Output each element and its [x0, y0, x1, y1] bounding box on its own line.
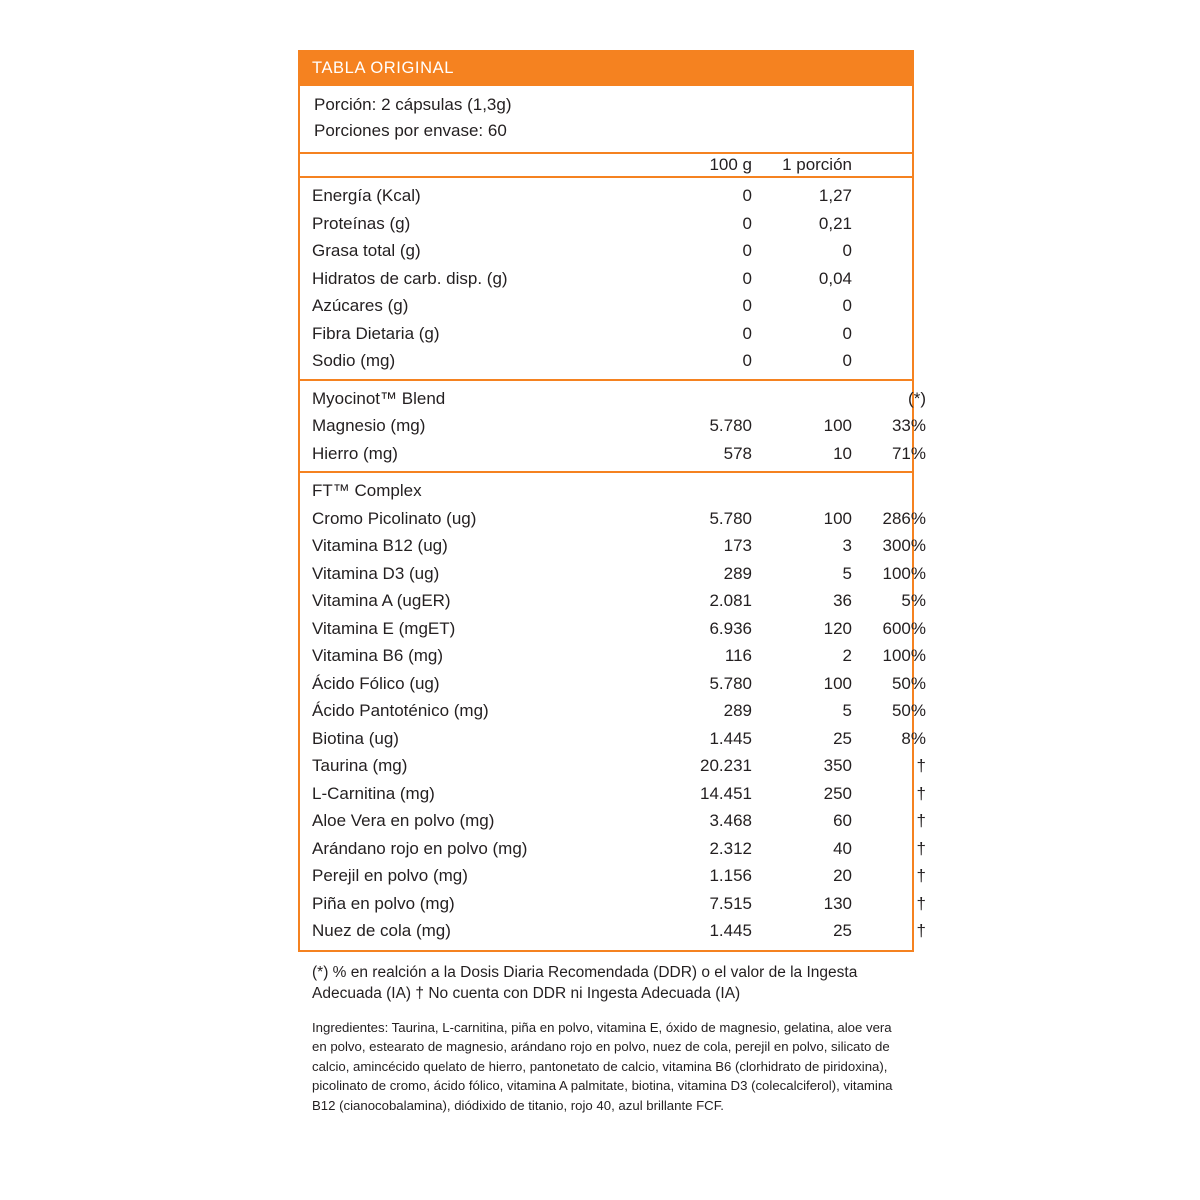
row-value-pct: †: [916, 838, 926, 858]
table-row: [300, 587, 938, 615]
row-value-pct: †: [916, 921, 926, 940]
row-value-per-serving: 0: [842, 296, 852, 315]
row-value-per-serving: 20: [833, 866, 852, 885]
row-label: Vitamina B6 (mg): [312, 646, 444, 665]
row-value-per-serving: 350: [823, 756, 852, 775]
row-value-per-100g: 578: [723, 443, 752, 463]
row-value-per-serving: 5: [842, 701, 852, 720]
basic-nutrients-table: [298, 154, 914, 178]
table-row: [300, 697, 938, 725]
table-row: [300, 752, 938, 780]
row-label: Perejil en polvo (mg): [312, 866, 468, 885]
row-value-per-serving: 25: [833, 728, 852, 748]
row-value-per-serving: 5: [842, 563, 852, 583]
row-value-per-serving: 250: [823, 783, 852, 803]
row-value-per-serving: 0: [842, 351, 852, 370]
row-label: Sodio (mg): [312, 351, 396, 370]
row-value-pct: [852, 182, 938, 210]
row-value-per-100g: 0: [742, 186, 752, 205]
row-value-per-100g: 14.451: [700, 783, 752, 803]
row-value-per-100g: 5.780: [709, 508, 752, 528]
row-value-per-serving: 25: [833, 921, 852, 940]
row-label: Nuez de cola (mg): [312, 921, 451, 940]
row-value-per-serving: [752, 477, 852, 505]
row-value-per-100g: 289: [723, 701, 752, 720]
row-value-per-100g: 5.780: [709, 673, 752, 693]
row-value-pct: 5%: [901, 591, 926, 610]
serving-info-box: [298, 86, 914, 154]
row-value-per-serving: 100: [823, 673, 852, 693]
row-value-pct: [852, 292, 938, 320]
row-value-per-100g: 3.468: [709, 811, 752, 830]
col-header-per-serving: 1 porción: [782, 155, 852, 174]
panel-header: [298, 50, 914, 86]
table-row: [300, 890, 938, 918]
table-row: [300, 835, 938, 863]
row-label: Ácido Pantoténico (mg): [312, 701, 489, 720]
row-value-per-serving: 120: [823, 618, 852, 638]
row-value-per-serving: 0,21: [818, 213, 852, 233]
row-label: Cromo Picolinato (ug): [312, 508, 477, 528]
col-header-per-100g: 100 g: [709, 155, 752, 174]
row-label: Vitamina E (mgET): [312, 618, 456, 638]
row-label: Vitamina A (ugER): [312, 591, 451, 610]
row-value-pct: 600%: [882, 618, 926, 638]
row-value-per-serving: 40: [833, 838, 852, 858]
row-value-per-serving: 36: [833, 591, 852, 610]
row-label: Arándano rojo en polvo (mg): [312, 838, 528, 858]
row-value-per-serving: 2: [842, 646, 852, 665]
row-label: Grasa total (g): [312, 241, 421, 260]
row-value-per-100g: 1.445: [709, 728, 752, 748]
row-value-per-100g: 0: [742, 351, 752, 370]
table-row: [300, 182, 938, 210]
table-row: [300, 917, 938, 945]
panel-title: TABLA ORIGINAL: [312, 58, 454, 77]
portion-text: Porción: 2 cápsulas (1,3g): [314, 95, 512, 114]
table-row: [300, 347, 938, 375]
row-value-per-serving: 100: [823, 416, 852, 435]
row-label: Fibra Dietaria (g): [312, 323, 440, 343]
table-row: [300, 725, 938, 753]
table-row: [300, 237, 938, 265]
table-row: [300, 292, 938, 320]
row-value-pct: [852, 477, 938, 505]
table-row: [300, 670, 938, 698]
row-value-per-serving: 100: [823, 508, 852, 528]
nutrition-facts-panel: [298, 50, 926, 1115]
row-label: Hidratos de carb. disp. (g): [312, 268, 508, 288]
row-label: L-Carnitina (mg): [312, 783, 435, 803]
row-value-pct: †: [916, 756, 926, 775]
table-row: [300, 505, 938, 533]
table-row: [300, 780, 938, 808]
row-value-per-serving: 60: [833, 811, 852, 830]
table-row: [300, 412, 938, 440]
blend-grid: [300, 385, 938, 468]
row-label: Biotina (ug): [312, 728, 399, 748]
row-value-per-100g: 5.780: [709, 416, 752, 435]
table-row: [300, 320, 938, 348]
row-value-per-serving: 1,27: [818, 186, 852, 205]
table-row: [300, 532, 938, 560]
row-value-per-serving: 0: [842, 323, 852, 343]
row-value-pct: (*): [908, 388, 926, 408]
ingredients-text: Ingredientes: Taurina, L-carnitina, piña en polvo, vitamina E, óxido de magnesio, gelatina, aloe vera en polvo, estearato de magnesio, arándano rojo en polvo, nuez de cola, perejil en polvo, silicato de calcio, amincécido quelato de hierro, pantonetato de calcio, vitamina B6 (clorhidrato de piridoxina), picolinato de cromo, ácido fólico, vitamina A palmitate, biotina, vitamina D3 (colecalciferol), vitamina B12 (cianocobalamina), diódixido de titanio, rojo 40, azul brillante FCF.: [312, 1019, 893, 1113]
row-value-per-100g: 173: [723, 536, 752, 555]
row-label: FT™ Complex: [312, 481, 422, 500]
row-value-per-100g: [642, 477, 752, 505]
row-label: Piña en polvo (mg): [312, 893, 455, 913]
table-header-row: [300, 154, 938, 176]
row-value-per-serving: 130: [823, 893, 852, 913]
row-value-pct: [852, 237, 938, 265]
row-label: Vitamina D3 (ug): [312, 563, 440, 583]
row-value-pct: 100%: [882, 563, 926, 583]
row-value-pct: 300%: [882, 536, 926, 555]
table-row: [300, 440, 938, 468]
row-value-per-100g: 289: [723, 563, 752, 583]
row-label: Ácido Fólico (ug): [312, 673, 440, 693]
table-row: [300, 642, 938, 670]
ddr-footnote: (*) % en realción a la Dosis Diaria Recomendada (DDR) o el valor de la Ingesta Adecuada (IA) † No cuenta con DDR ni Ingesta Adecuada (IA): [312, 963, 858, 1002]
row-label: Vitamina B12 (ug): [312, 536, 448, 555]
row-value-per-100g: 20.231: [700, 756, 752, 775]
row-label: Energía (Kcal): [312, 186, 421, 205]
table-row: [300, 560, 938, 588]
row-label: Proteínas (g): [312, 213, 411, 233]
row-value-per-serving: 0,04: [818, 268, 852, 288]
table-row: [300, 265, 938, 293]
row-label: Taurina (mg): [312, 756, 408, 775]
row-value-per-100g: 6.936: [709, 618, 752, 638]
complex-grid: [300, 477, 938, 945]
row-value-per-100g: [642, 385, 752, 413]
row-value-per-100g: 0: [742, 268, 752, 288]
row-value-pct: 50%: [891, 673, 926, 693]
row-value-pct: 8%: [901, 728, 926, 748]
row-value-pct: †: [916, 866, 926, 885]
row-value-per-100g: 1.445: [709, 921, 752, 940]
row-label: Hierro (mg): [312, 443, 398, 463]
table-row: [300, 385, 938, 413]
table-row: [300, 862, 938, 890]
table-row: [300, 615, 938, 643]
row-value-per-100g: 1.156: [709, 866, 752, 885]
row-value-pct: 100%: [882, 646, 926, 665]
row-value-pct: 286%: [882, 508, 926, 528]
row-value-pct: 50%: [891, 701, 926, 720]
table-row: [300, 210, 938, 238]
col-header-pct: [852, 154, 938, 176]
row-value-pct: †: [916, 893, 926, 913]
row-value-per-100g: 7.515: [709, 893, 752, 913]
row-value-pct: [852, 347, 938, 375]
basic-nutrients-grid: [300, 154, 938, 176]
row-value-per-100g: 0: [742, 323, 752, 343]
blend-table: [298, 381, 926, 474]
row-label: Azúcares (g): [312, 296, 409, 315]
row-value-per-100g: 0: [742, 213, 752, 233]
row-value-pct: [852, 320, 938, 348]
row-label: Aloe Vera en polvo (mg): [312, 811, 495, 830]
row-value-per-serving: 0: [842, 241, 852, 260]
table-row: [300, 807, 938, 835]
row-value-pct: 71%: [891, 443, 926, 463]
row-value-per-100g: 2.081: [709, 591, 752, 610]
row-label: Magnesio (mg): [312, 416, 426, 435]
row-value-pct: †: [916, 811, 926, 830]
row-value-per-serving: 3: [842, 536, 852, 555]
complex-table: [298, 473, 926, 952]
table-row: [300, 477, 938, 505]
row-value-per-100g: 0: [742, 296, 752, 315]
row-value-pct: [852, 265, 938, 293]
row-value-per-100g: 2.312: [709, 838, 752, 858]
portions-per-container-text: Porciones por envase: 60: [314, 121, 507, 140]
row-value-pct: 33%: [891, 416, 926, 435]
basic-values-table: [298, 178, 914, 381]
row-label: Myocinot™ Blend: [312, 388, 446, 408]
row-value-per-serving: 10: [833, 443, 852, 463]
row-value-per-100g: 116: [724, 646, 752, 665]
row-value-pct: †: [916, 783, 926, 803]
row-value-pct: [852, 210, 938, 238]
row-value-per-serving: [752, 385, 852, 413]
basic-values-grid: [300, 182, 938, 375]
col-header-name: [300, 154, 642, 176]
row-value-per-100g: 0: [742, 241, 752, 260]
